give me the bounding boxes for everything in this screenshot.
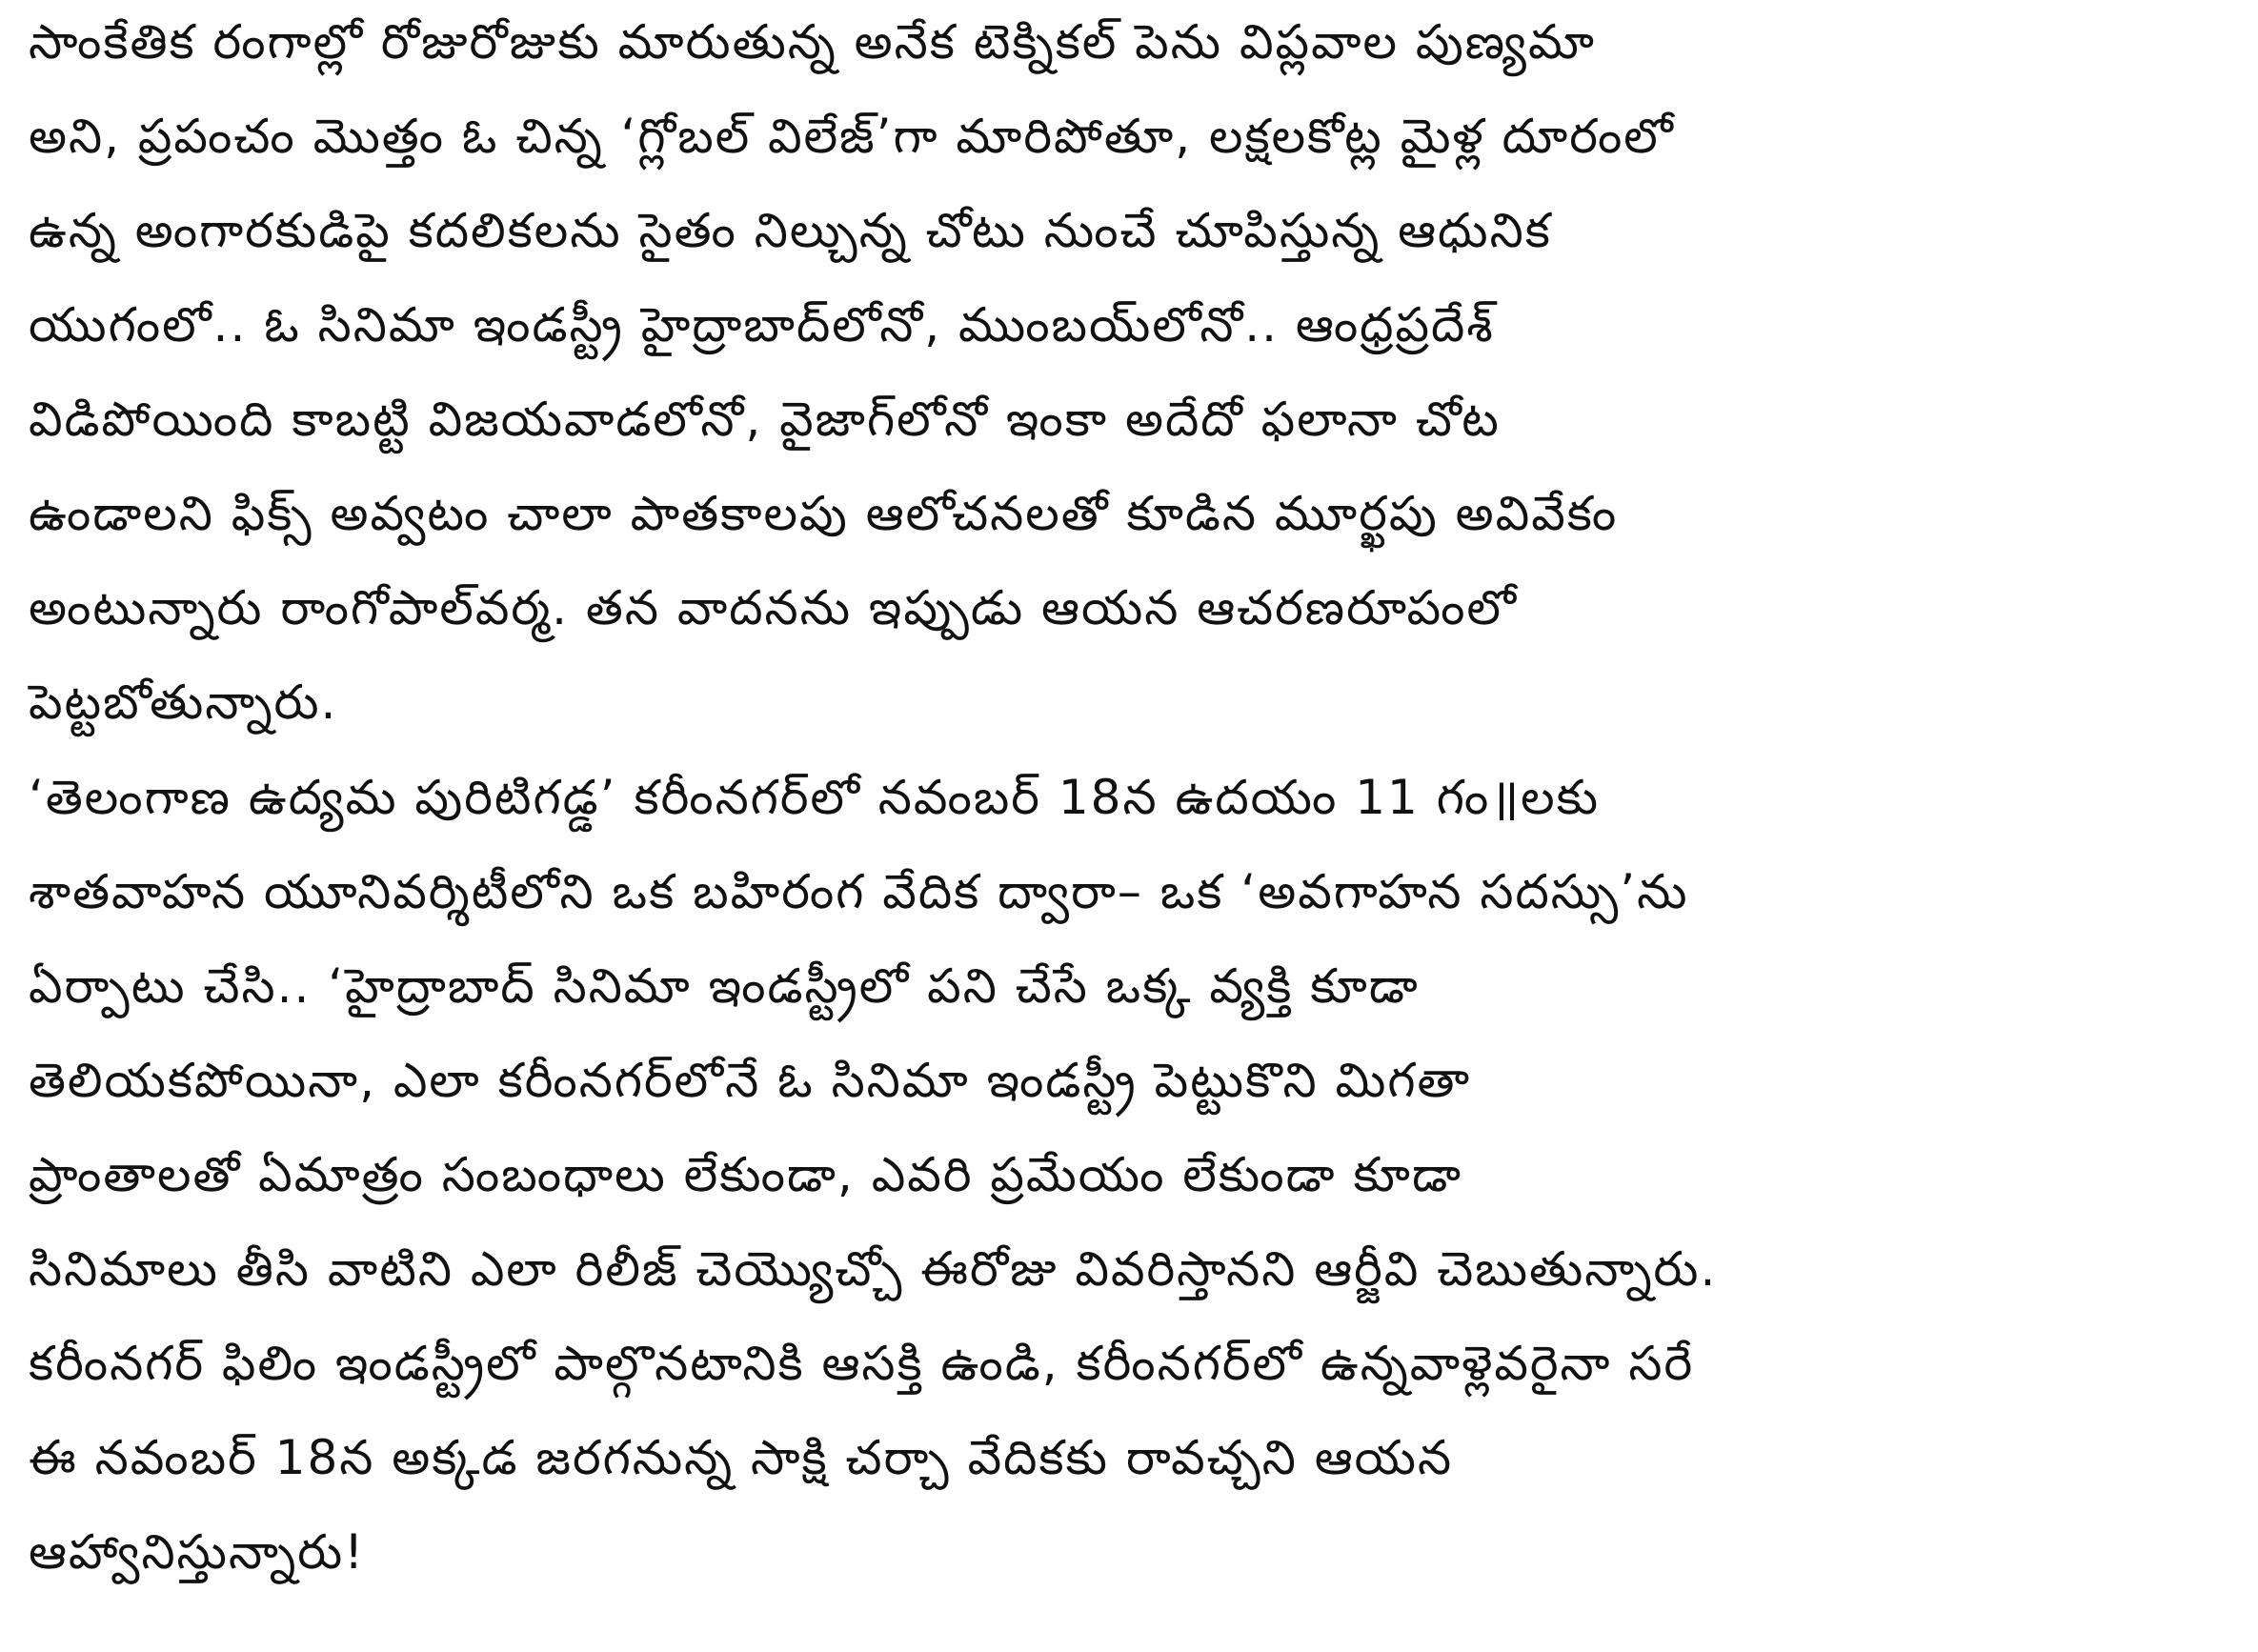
text-line: సినిమాలు తీసి వాటిని ఎలా రిలీజ్ చెయ్యొచ్చో ఈరోజు వివరిస్తానని ఆర్జీవి చెబుతున్నారు. [29,1241,1718,1297]
document-page [29,0,2220,1652]
text-line: ఏర్పాటు చేసి.. ‘హైద్రాబాద్ సినిమా ఇండస్ట్రీలో పని చేసే ఒక్క వ్యక్తి కూడా [29,958,1420,1014]
text-line: ఆహ్వానిస్తున్నారు! [29,1524,366,1580]
text-line: అని, ప్రపంచం మొత్తం ఓ చిన్న ‘గ్లోబల్ విలేజ్’గా మారిపోతూ, లక్షలకోట్ల మైళ్ల దూరంలో [29,109,1675,164]
text-line: ప్రాంతాలతో ఏమాత్రం సంబంధాలు లేకుండా, ఎవరి ప్రమేయం లేకుండా కూడా [29,1147,1462,1202]
text-line: యుగంలో.. ఓ సినిమా ఇండస్ట్రీ హైద్రాబాద్‌లోనో, ముంబయ్‌లోనో.. ఆంధ్రప్రదేశ్ [29,297,1495,353]
text-line: అంటున్నారు రాంగోపాల్‌వర్మ. తన వాదనను ఇప్పుడు ఆయన ఆచరణరూపంలో [29,580,1518,635]
text-line: కరీంనగర్ ఫిలిం ఇండస్ట్రీలో పాల్గొనటానికి ఆసక్తి ఉండి, కరీంనగర్‌లో ఉన్నవాళ్లెవరైనా సరే [29,1336,1695,1391]
text-line: సాంకేతిక రంగాల్లో రోజురోజుకు మారుతున్న అనేక టెక్నికల్ పెను విప్లవాల పుణ్యమా [29,14,1596,70]
text-line: శాతవాహన యూనివర్శిటీలోని ఒక బహిరంగ వేదిక ద్వారా– ఒక ‘అవగాహన సదస్సు’ను [29,864,1689,919]
text-line: విడిపోయింది కాబట్టి విజయవాడలోనో, వైజాగ్‌లోనో ఇంకా అదేదో ఫలానా చోట [29,392,1501,447]
text-line: ఉండాలని ఫిక్స్ అవ్వటం చాలా పాతకాలపు ఆలోచనలతో కూడిన మూర్ఖపు అవివేకం [29,486,1619,541]
text-line: ఈ నవంబర్ 18న అక్కడ జరగనున్న సాక్షి చర్చా వేదికకు రావచ్చని ఆయన [29,1430,1454,1485]
text-line: ‘తెలంగాణ ఉద్యమ పురిటిగడ్డ’ కరీంనగర్‌లో నవంబర్ 18న ఉదయం 11 గం॥లకు [29,770,1601,825]
text-line: పెట్టబోతున్నారు. [29,675,338,730]
text-line: తెలియకపోయినా, ఎలా కరీంనగర్‌లోనే ఓ సినిమా ఇండస్ట్రీ పెట్టుకొని మిగతా [29,1053,1472,1108]
text-line: ఉన్న అంగారకుడిపై కదలికలను సైతం నిల్చున్న చోటు నుంచే చూపిస్తున్న ఆధునిక [29,203,1552,258]
